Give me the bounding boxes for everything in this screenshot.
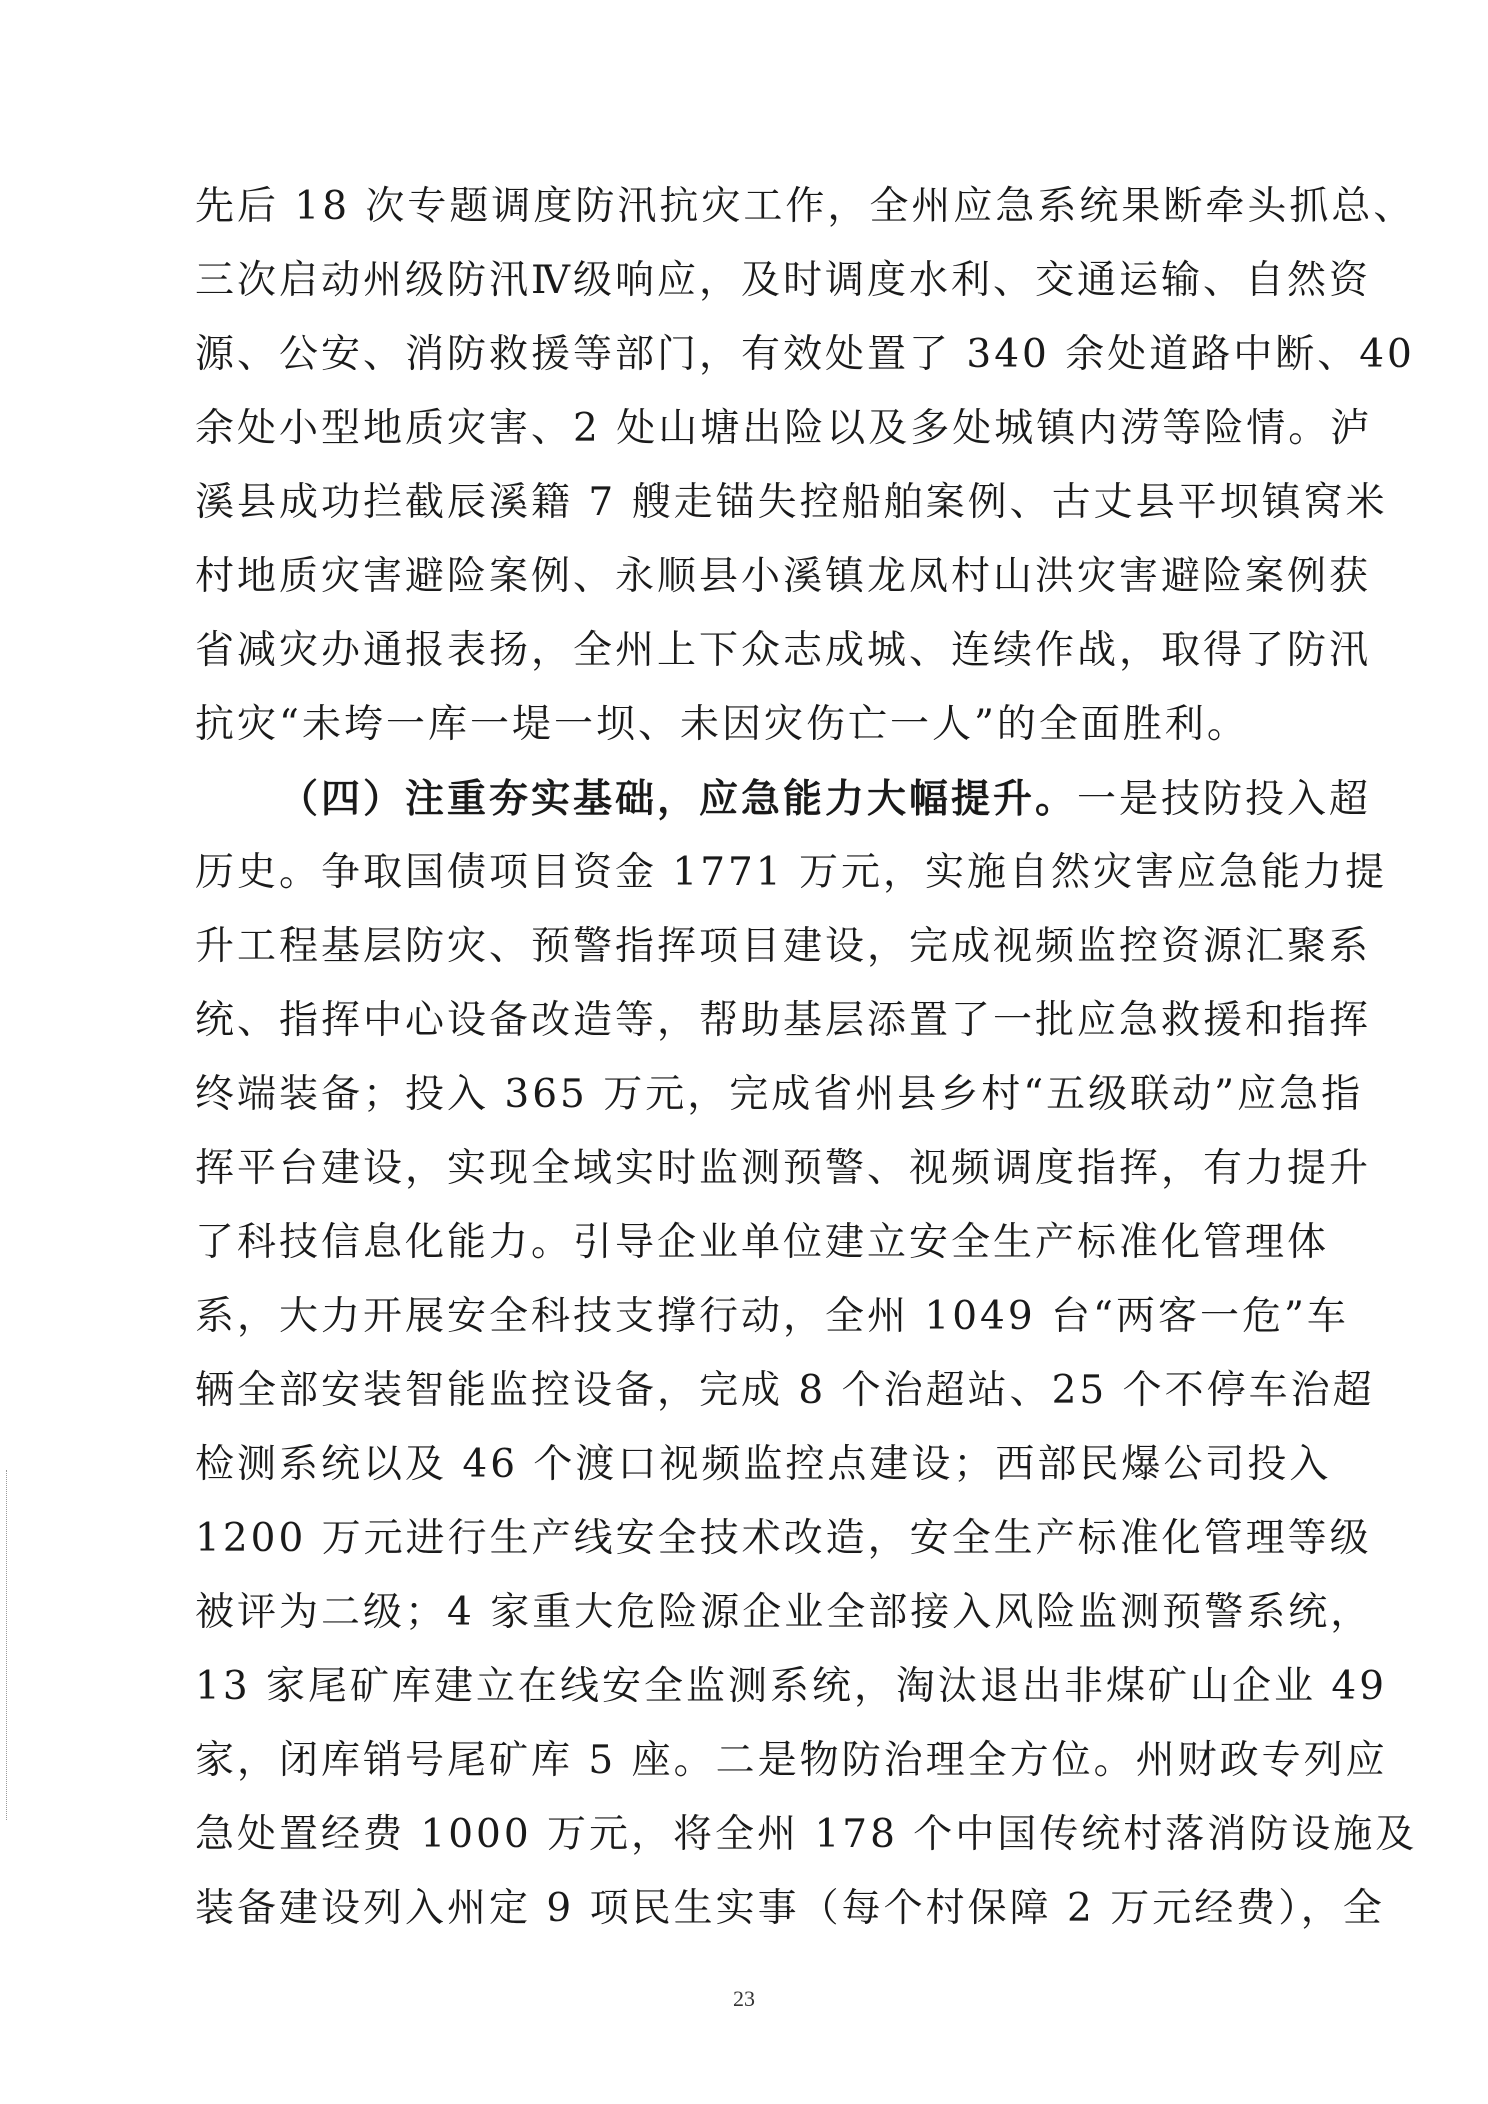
paragraph-line: 急处置经费 1000 万元，将全州 178 个中国传统村落消防设施及 <box>195 1812 1418 1857</box>
paragraph-line: 系，大力开展安全科技支撑行动，全州 1049 台“两客一危”车 <box>195 1294 1349 1339</box>
paragraph-line: 13 家尾矿库建立在线安全监测系统，淘汰退出非煤矿山企业 49 <box>195 1664 1388 1709</box>
scan-margin-artifact <box>6 1470 11 1820</box>
paragraph-line: 抗灾“未垮一库一堤一坝、未因灾伤亡一人”的全面胜利。 <box>195 702 1249 747</box>
paragraph-line: 省减灾办通报表扬，全州上下众志成城、连续作战，取得了防汛 <box>195 628 1372 673</box>
paragraph-line: 统、指挥中心设备改造等，帮助基层添置了一批应急救援和指挥 <box>195 998 1372 1043</box>
paragraph-line: 源、公安、消防救援等部门，有效处置了 340 余处道路中断、40 <box>195 332 1415 377</box>
paragraph-line: 装备建设列入州定 9 项民生实事（每个村保障 2 万元经费），全 <box>195 1886 1385 1931</box>
paragraph-line: 村地质灾害避险案例、永顺县小溪镇龙凤村山洪灾害避险案例获 <box>195 554 1372 599</box>
paragraph-line: 历史。争取国债项目资金 1771 万元，实施自然灾害应急能力提 <box>195 850 1388 895</box>
paragraph-line: 余处小型地质灾害、2 处山塘出险以及多处城镇内涝等险情。泸 <box>195 406 1373 451</box>
paragraph-line: 家，闭库销号尾矿库 5 座。二是物防治理全方位。州财政专列应 <box>195 1738 1388 1783</box>
section-heading-line <box>195 762 1372 836</box>
section-heading: （四）注重夯实基础，应急能力大幅提升。 <box>279 776 1078 822</box>
paragraph-line: 先后 18 次专题调度防汛抗灾工作，全州应急系统果断牵头抓总、 <box>195 184 1416 229</box>
paragraph-line: 被评为二级；4 家重大危险源企业全部接入风险监测预警系统， <box>195 1590 1373 1635</box>
paragraph-line: 检测系统以及 46 个渡口视频监控点建设；西部民爆公司投入 <box>195 1442 1332 1487</box>
paragraph-line: 三次启动州级防汛Ⅳ级响应，及时调度水利、交通运输、自然资 <box>195 258 1371 303</box>
paragraph-line: 溪县成功拦截辰溪籍 7 艘走锚失控船舶案例、古丈县平坝镇窝米 <box>195 480 1388 525</box>
section-heading-continuation: 一是技防投入超 <box>1077 777 1372 822</box>
paragraph-line: 1200 万元进行生产线安全技术改造，安全生产标准化管理等级 <box>195 1516 1372 1561</box>
page-number: 23 <box>733 1986 755 2011</box>
paragraph-line: 辆全部安装智能监控设备，完成 8 个治超站、25 个不停车治超 <box>195 1368 1375 1413</box>
paragraph-line: 终端装备；投入 365 万元，完成省州县乡村“五级联动”应急指 <box>195 1072 1364 1117</box>
paragraph-line: 了科技信息化能力。引导企业单位建立安全生产标准化管理体 <box>195 1220 1330 1265</box>
paragraph-line: 挥平台建设，实现全域实时监测预警、视频调度指挥，有力提升 <box>195 1146 1372 1191</box>
paragraph-line: 升工程基层防灾、预警指挥项目建设，完成视频监控资源汇聚系 <box>195 924 1372 969</box>
